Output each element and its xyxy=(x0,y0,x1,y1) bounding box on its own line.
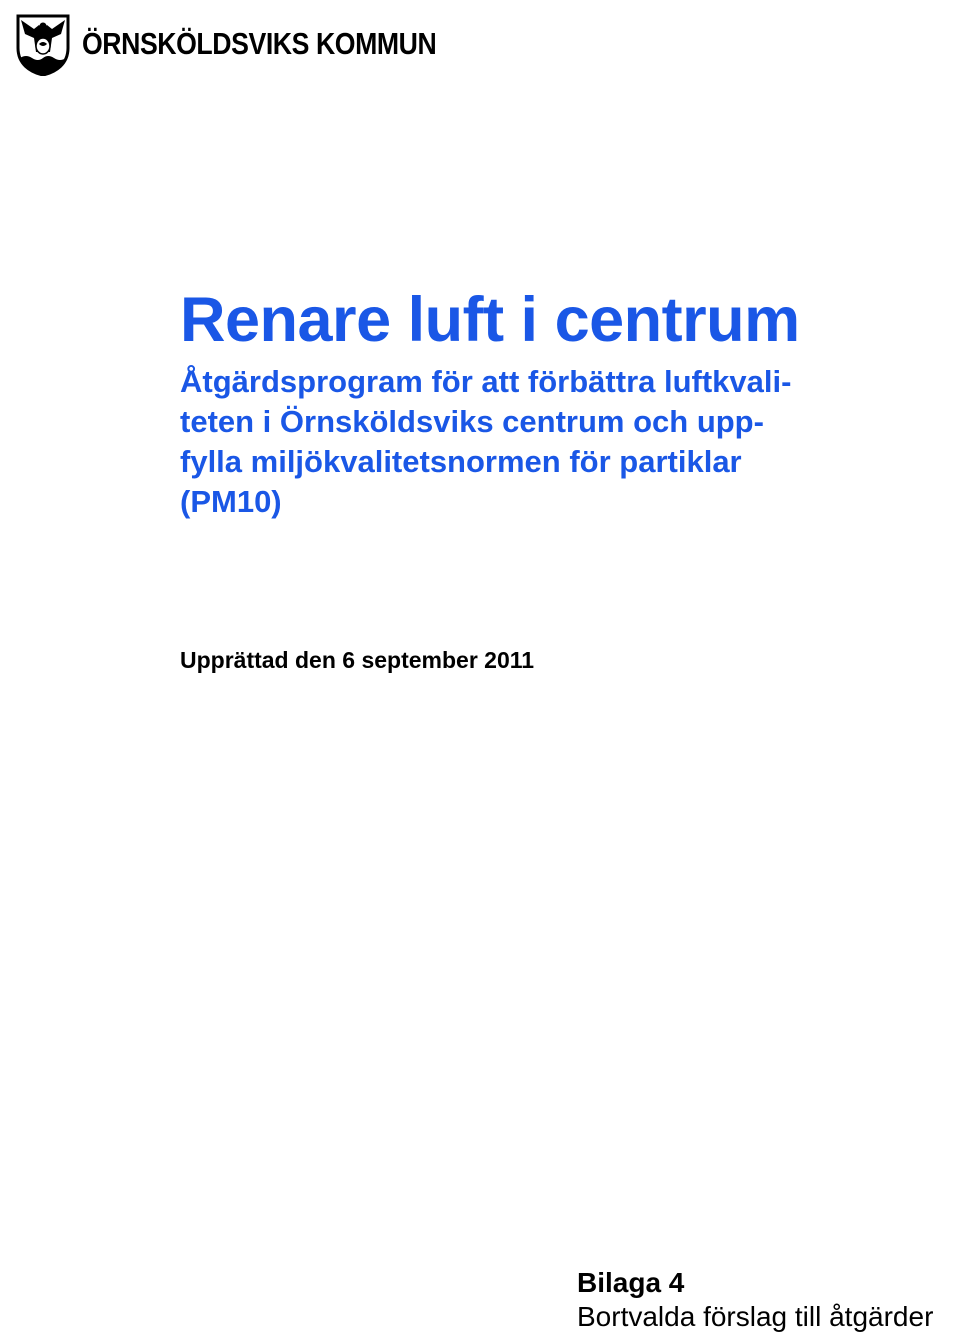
appendix-description: Bortvalda förslag till åtgärder xyxy=(577,1301,934,1332)
subtitle-line: fylla miljökvalitetsnormen för partiklar xyxy=(180,444,742,479)
appendix-block xyxy=(577,1266,933,1334)
document-subtitle xyxy=(180,362,880,522)
organization-name: ÖRNSKÖLDSVIKS KOMMUN xyxy=(82,25,437,61)
coat-of-arms-icon xyxy=(16,14,70,76)
subtitle-line: (PM10) xyxy=(180,484,282,519)
subtitle-line: Åtgärdsprogram för att förbättra luftkvali- xyxy=(180,364,792,399)
document-title: Renare luft i centrum xyxy=(180,285,800,355)
appendix-label: Bilaga 4 xyxy=(577,1267,685,1298)
document-date: Upprättad den 6 september 2011 xyxy=(180,647,535,673)
municipality-logo xyxy=(16,14,494,76)
subtitle-line: teten i Örnsköldsviks centrum och upp- xyxy=(180,404,764,439)
